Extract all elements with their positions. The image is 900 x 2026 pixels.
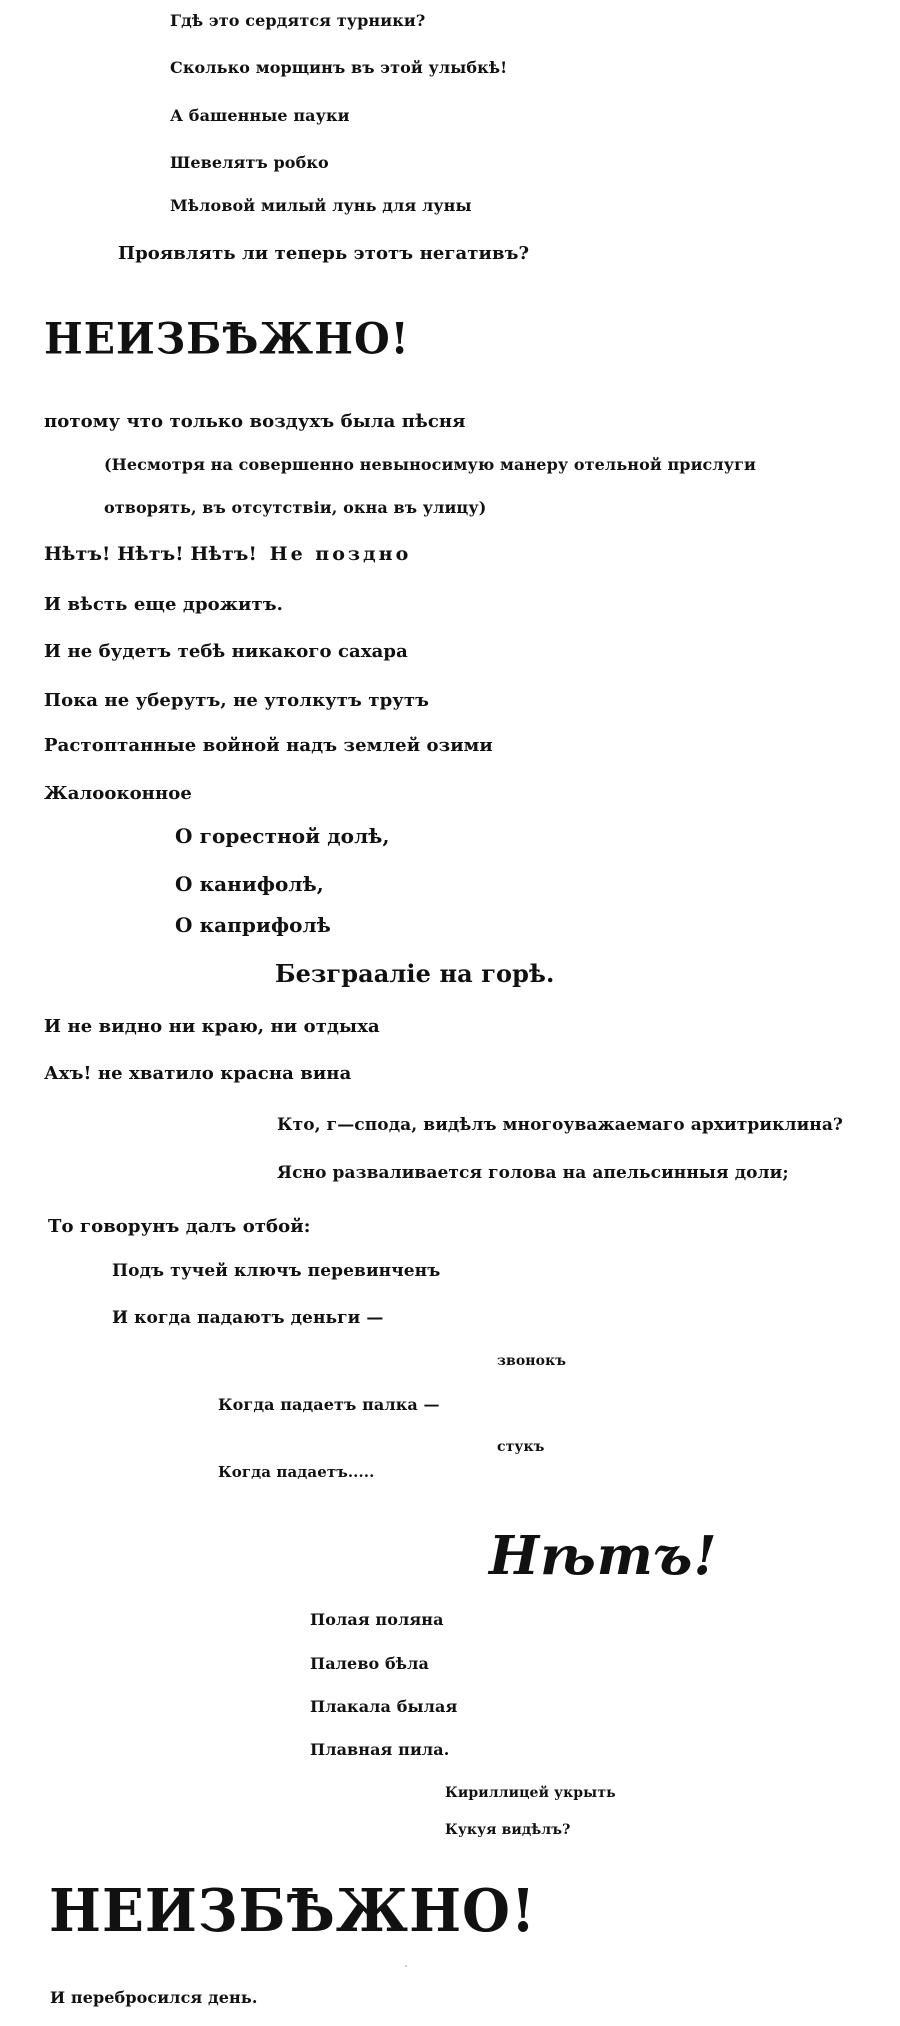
poem-line: Подъ тучей ключъ перевинченъ [112,1261,441,1281]
poem-line: Палево бѣла [310,1654,429,1673]
parenthetical-line: (Несмотря на совершенно невыносимую манеру отельной прислуги [104,455,756,474]
poem-line: И когда падаютъ деньги — [112,1308,384,1328]
poem-line: И не видно ни краю, ни отдыха [44,1016,380,1037]
no-tail: Не поздно [269,543,412,565]
poem-line: Сколько морщинъ въ этой улыбкѣ! [170,58,508,77]
heading-inevitable-final: НЕИЗБѢЖНО! [49,1874,537,1945]
poem-line: Жалооконное [44,783,192,804]
poem-line: Плавная пила. [310,1740,450,1759]
parenthetical-line: отворять, въ отсутствіи, окна въ улицу) [104,498,487,517]
no-exclamation: Нѣтъ! [489,1525,718,1587]
paper-speck [405,1965,407,1967]
poem-line: Кукуя видѣлъ? [445,1822,571,1838]
poem-line: Плакала былая [310,1697,458,1716]
poem-line: потому что только воздухъ была пѣсня [44,411,466,432]
poem-line: Ахъ! не хватило красна вина [44,1063,352,1084]
poem-line: А башенные пауки [170,106,350,125]
poem-line: стукъ [497,1439,545,1455]
poem-line: Гдѣ это сердятся турники? [170,11,426,30]
poem-line: Шевелятъ робко [170,153,329,172]
heading-inevitable: НЕИЗБѢЖНО! [44,313,410,365]
poem-line: О канифолѣ, [175,872,324,896]
poem-line-no [44,545,411,564]
no-lead: Нѣтъ! Нѣтъ! Нѣтъ! [44,543,257,565]
poem-line: звонокъ [497,1353,567,1369]
poem-line: То говорунъ далъ отбой: [48,1216,311,1237]
poem-line: О каприфолѣ [175,913,331,937]
poem-line: Безграаліе на горѣ. [275,959,555,988]
poem-line: Мѣловой милый лунь для луны [170,196,472,215]
poem-line: Кто, г—спода, видѣлъ многоуважаемаго архитриклина? [277,1115,843,1135]
poem-line: И не будетъ тебѣ никакого сахара [44,641,408,662]
poem-line: Когда падаетъ палка — [218,1395,440,1414]
poem-line: Кириллицей укрыть [445,1785,616,1801]
poem-line: Полая поляна [310,1610,444,1629]
poem-line: И перебросился день. [50,1988,258,2007]
poem-line: Проявлять ли теперь этотъ негативъ? [118,243,530,264]
poem-line: Растоптанные войной надъ землей озими [44,735,493,756]
poem-line: И вѣсть еще дрожитъ. [44,594,284,615]
poem-line: Пока не уберутъ, не утолкутъ трутъ [44,690,430,711]
poem-line: Ясно разваливается голова на апельсинныя доли; [277,1163,789,1183]
poem-line: О горестной долѣ, [175,824,390,848]
poem-line: Когда падаетъ..... [218,1463,375,1481]
